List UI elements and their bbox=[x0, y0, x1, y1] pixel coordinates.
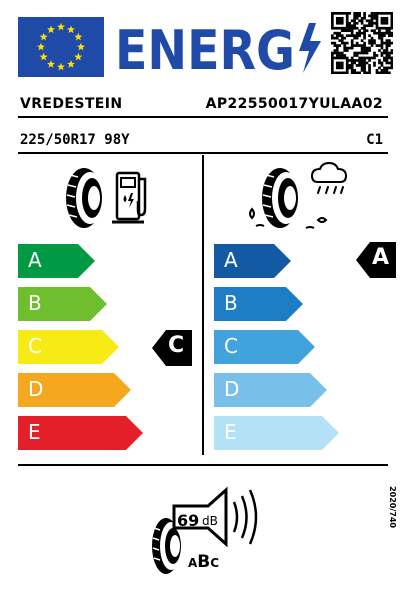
noise-value: 69 bbox=[177, 511, 200, 530]
noise-class-a: A bbox=[188, 556, 198, 570]
divider-top bbox=[18, 116, 388, 118]
qr-code-icon[interactable] bbox=[331, 12, 393, 74]
tyre-size: 225/50R17 98Y bbox=[20, 132, 130, 148]
fuel-efficiency-rating: C bbox=[168, 333, 185, 358]
fuel-efficiency-class-a bbox=[18, 244, 96, 278]
divider-size bbox=[18, 152, 388, 154]
noise-unit: dB bbox=[202, 514, 218, 528]
noise-class-letters bbox=[188, 552, 219, 572]
wet-grip-class-label: C bbox=[224, 334, 238, 358]
fuel-efficiency-class-label: E bbox=[28, 420, 41, 444]
eu-flag-icon bbox=[18, 17, 104, 77]
tyre-brand: VREDESTEIN bbox=[20, 96, 123, 112]
regulation-number: 2020/740 bbox=[388, 486, 397, 528]
energy-title bbox=[113, 17, 325, 77]
fuel-efficiency-class-label: B bbox=[28, 291, 42, 315]
fuel-efficiency-class-c bbox=[18, 330, 120, 364]
energy-title-text: ENERG bbox=[115, 19, 295, 77]
wet-grip-class-label: E bbox=[224, 420, 237, 444]
fuel-efficiency-class-b bbox=[18, 287, 108, 321]
wet-grip-class-c bbox=[214, 330, 316, 364]
wet-grip-class-e bbox=[214, 416, 340, 450]
wet-grip-rating-marker bbox=[356, 242, 396, 278]
wet-grip-rating: A bbox=[372, 245, 390, 270]
fuel-efficiency-rating-marker bbox=[152, 330, 192, 366]
fuel-efficiency-class-label: A bbox=[28, 248, 42, 272]
fuel-pump-tyre-icon bbox=[62, 165, 162, 231]
wet-grip-class-d bbox=[214, 373, 328, 407]
noise-class-b: B bbox=[197, 552, 211, 572]
wet-grip-class-a bbox=[214, 244, 292, 278]
wet-grip-class-label: B bbox=[224, 291, 238, 315]
noise-class-c: C bbox=[210, 556, 220, 570]
fuel-efficiency-class-label: D bbox=[28, 377, 44, 401]
divider-vertical bbox=[202, 155, 204, 455]
rain-cloud-tyre-icon bbox=[246, 162, 356, 234]
fuel-efficiency-class-d bbox=[18, 373, 132, 407]
tyre-type-identifier: AP22550017YULAA02 bbox=[205, 96, 383, 112]
divider-bottom bbox=[18, 464, 388, 466]
wet-grip-class-label: D bbox=[224, 377, 240, 401]
fuel-efficiency-class-e bbox=[18, 416, 144, 450]
wet-grip-class-label: A bbox=[224, 248, 238, 272]
fuel-efficiency-class-label: C bbox=[28, 334, 42, 358]
wet-grip-class-b bbox=[214, 287, 304, 321]
tyre-class: C1 bbox=[366, 132, 383, 148]
